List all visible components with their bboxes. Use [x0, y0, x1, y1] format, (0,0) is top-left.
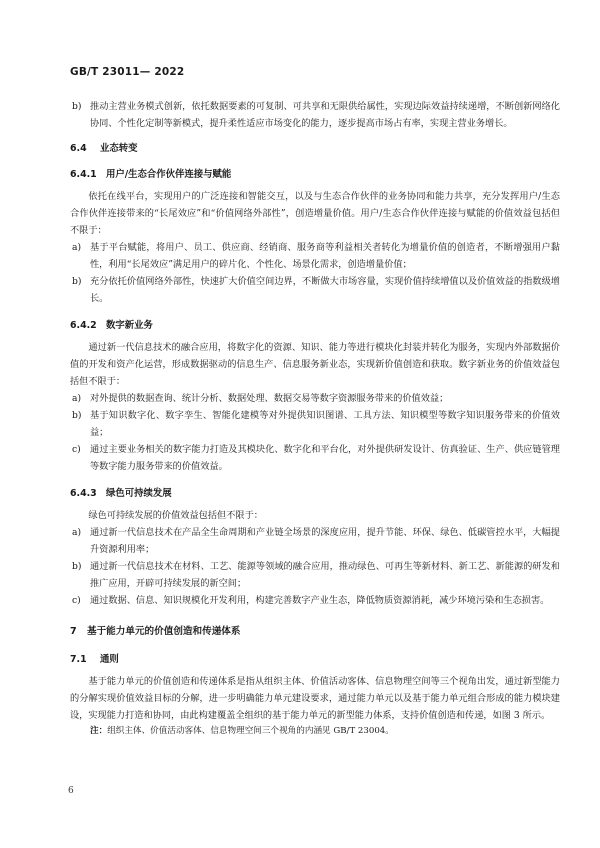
- section-title: 业态转变: [100, 143, 138, 154]
- list-item-text: 通过数据、信息、知识规模化开发利用，构建完善数字产业生态，降低物质资源消耗，减少环境污染和生态损害。: [90, 595, 550, 606]
- list-item: [70, 407, 560, 441]
- section-number: 6.4: [70, 143, 87, 154]
- list-item: [70, 524, 560, 558]
- list-item: [70, 441, 560, 475]
- list-item: [70, 558, 560, 592]
- section-title: 用户/生态合作伙伴连接与赋能: [106, 169, 232, 180]
- list-marker: b): [72, 101, 82, 112]
- list-marker: c): [72, 595, 81, 606]
- section-number: 6.4.1: [70, 169, 97, 180]
- note: [70, 724, 560, 739]
- chapter-heading-7: [70, 623, 560, 637]
- list-item: [70, 239, 560, 273]
- list-item-text: 对外提供的数据查询、统计分析、数据处理、数据交易等数字资源服务带来的价值效益；: [90, 393, 449, 404]
- section-heading-6-4: [70, 140, 560, 154]
- list-item-text: 通过主要业务相关的数字能力打造及其模块化、数字化和平台化，对外提供研发设计、仿真验证、生产、供应链管理等数字能力服务带来的价值效益。: [90, 444, 560, 472]
- section-heading-6-4-2: [70, 317, 560, 331]
- list-item-text: 充分依托价值网络外部性，快速扩大价值空间边界，不断做大市场容量，实现价值持续增值以及价值效益的指数级增长。: [90, 276, 560, 304]
- list-marker: a): [72, 242, 82, 253]
- list-item-text: 通过新一代信息技术在材料、工艺、能源等领域的融合应用，推动绿色、可再生等新材料、新工艺、新能源的研发和推广应用，开辟可持续发展的新空间；: [90, 561, 560, 589]
- list-item: [70, 98, 560, 132]
- note-text: 组织主体、价值活动客体、信息物理空间三个视角的内涵见 GB/T 23004。: [107, 726, 394, 736]
- list-marker: a): [72, 393, 82, 404]
- standard-code-header: GB/T 23011— 2022: [70, 66, 185, 78]
- page-content: [70, 98, 560, 739]
- page-number: 6: [68, 786, 74, 796]
- section-heading-6-4-1: [70, 166, 560, 180]
- list-marker: a): [72, 527, 82, 538]
- paragraph: 通过新一代信息技术的融合应用，将数字化的资源、知识、能力等进行模块化封装并转化为服务，实现内外部数据价值的开发和资产化运营，形成数据驱动的信息生产、信息服务新业态，实现新价值创造和获取。数字新业务的价值效益包括但不限于：: [70, 342, 560, 387]
- list-marker: b): [72, 410, 82, 421]
- section-number: 7.1: [70, 654, 87, 665]
- list-marker: b): [72, 561, 82, 572]
- list-marker: c): [72, 444, 81, 455]
- section-title: 通则: [100, 654, 119, 665]
- list-item: [70, 592, 560, 609]
- chapter-number: 7: [70, 626, 77, 637]
- paragraph: 依托在线平台，实现用户的广泛连接和智能交互，以及与生态合作伙伴的业务协同和能力共享，充分发挥用户/生态合作伙伴连接带来的“长尾效应”和“价值网络外部性”，创造增量价值。用户/生态合作伙伴连接与赋能的价值效益包括但不限于：: [70, 191, 560, 236]
- list-item-text: 基于平台赋能，将用户、员工、供应商、经销商、服务商等利益相关者转化为增量价值的创造者，不断增强用户黏性，利用“长尾效应”满足用户的碎片化、个性化、场景化需求，创造增量价值；: [90, 242, 560, 270]
- section-heading-7-1: [70, 651, 560, 665]
- list-item-text: 推动主营业务模式创新，依托数据要素的可复制、可共享和无限供给属性，实现边际效益持续递增，不断创新网络化协同、个性化定制等新模式，提升柔性适应市场变化的能力，逐步提高市场占有率，实现主营业务增长。: [90, 101, 560, 129]
- list-item-text: 通过新一代信息技术在产品全生命周期和产业链全场景的深度应用，提升节能、环保、绿色、低碳管控水平，大幅提升资源利用率；: [90, 527, 560, 555]
- chapter-title: 基于能力单元的价值创造和传递体系: [87, 626, 241, 637]
- section-number: 6.4.2: [70, 320, 97, 331]
- list-item-text: 基于知识数字化、数字孪生、智能化建模等对外提供知识图谱、工具方法、知识模型等数字知识服务带来的价值效益；: [90, 410, 560, 438]
- section-title: 数字新业务: [106, 320, 153, 331]
- list-marker: b): [72, 276, 82, 287]
- note-label: 注：: [90, 726, 108, 736]
- section-number: 6.4.3: [70, 488, 97, 499]
- list-item: [70, 273, 560, 307]
- paragraph: 绿色可持续发展的价值效益包括但不限于：: [88, 510, 263, 521]
- section-title: 绿色可持续发展: [106, 488, 172, 499]
- list-item: [70, 390, 560, 407]
- section-heading-6-4-3: [70, 485, 560, 499]
- paragraph: 基于能力单元的价值创造和传递体系是指从组织主体、价值活动客体、信息物理空间等三个视角出发，通过新型能力的分解实现价值效益目标的分解，进一步明确能力单元建设要求，通过能力单元以及基于能力单元组合形成的能力模块建设，实现能力打造和协同，由此构建覆盖全组织的基于能力单元的新型能力体系，支持价值创造和传递，如图 3 所示。: [70, 676, 560, 721]
